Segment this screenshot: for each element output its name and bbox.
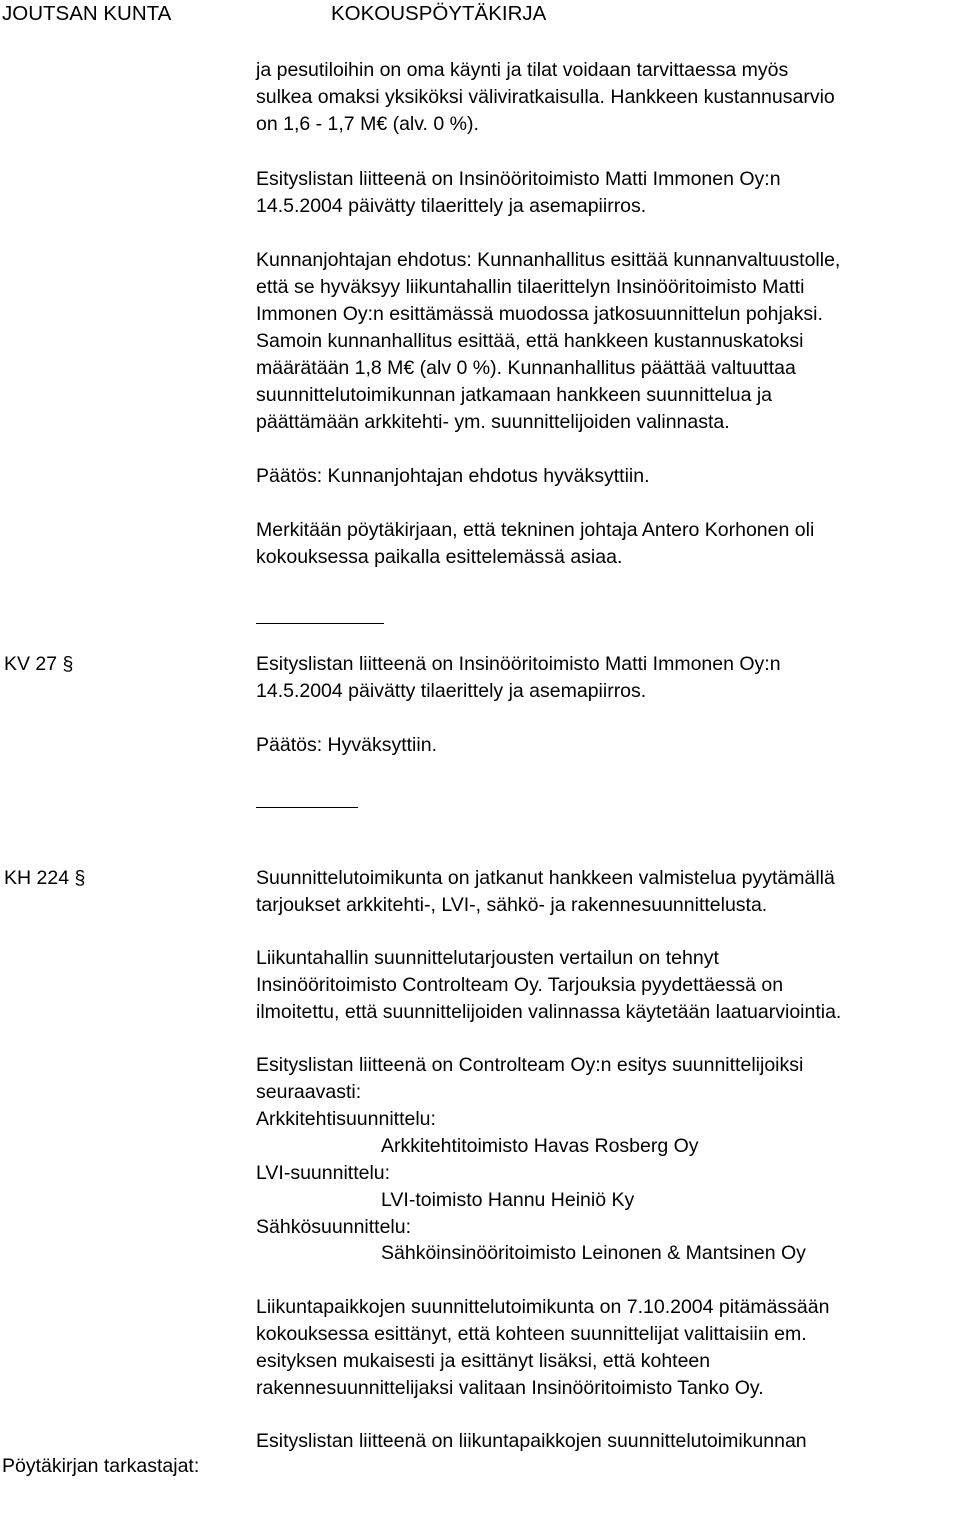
text-line: seuraavasti:: [256, 1081, 362, 1103]
text-line: ja pesutiloihin on oma käynti ja tilat voidaan tarvittaessa myös: [256, 59, 789, 81]
designer-firm: LVI-toimisto Hannu Heiniö Ky: [381, 1189, 635, 1211]
section-label-kh224: KH 224 §: [4, 867, 86, 889]
paragraph-tenders: [256, 865, 956, 919]
municipality-name: JOUTSAN KUNTA: [2, 2, 172, 25]
text-line: Esityslistan liitteenä on Insinööritoimisto Matti Immonen Oy:n: [256, 168, 781, 190]
inspectors-label: Pöytäkirjan tarkastajat:: [2, 1455, 200, 1477]
text-line: Samoin kunnanhallitus esittää, että hankkeen kustannuskatoksi: [256, 330, 804, 352]
paragraph-attachment-committee: Esityslistan liitteenä on liikuntapaikkojen suunnittelutoimikunnan: [256, 1430, 807, 1452]
text-line: Liikuntapaikkojen suunnittelutoimikunta on 7.10.2004 pitämässään: [256, 1296, 830, 1318]
text-line: määrätään 1,8 M€ (alv 0 %). Kunnanhallitus päättää valtuuttaa: [256, 357, 796, 379]
document-type: KOKOUSPÖYTÄKIRJA: [331, 2, 547, 25]
paragraph-committee-proposal: [256, 1294, 956, 1402]
text-line: Immonen Oy:n esittämässä muodossa jatkosuunnittelun pohjaksi.: [256, 303, 823, 325]
text-line: kokouksessa esittänyt, että kohteen suunnittelijat valittaisiin em.: [256, 1323, 807, 1345]
text-line: 14.5.2004 päivätty tilaerittely ja asemapiirros.: [256, 680, 647, 702]
text-line: Esityslistan liitteenä on Controlteam Oy:n esitys suunnittelijoiksi: [256, 1054, 804, 1076]
designer-firm: Sähköinsinööritoimisto Leinonen & Mantsinen Oy: [381, 1242, 806, 1264]
text-line: rakennesuunnittelijaksi valitaan Insinööritoimisto Tanko Oy.: [256, 1377, 764, 1399]
text-line: 14.5.2004 päivätty tilaerittely ja asemapiirros.: [256, 195, 647, 217]
paragraph-designer-proposal: [256, 1052, 956, 1106]
paragraph-proposal: [256, 247, 956, 436]
text-line: on 1,6 - 1,7 M€ (alv. 0 %).: [256, 113, 479, 135]
paragraph-note: [256, 517, 956, 571]
section-label-kv27: KV 27 §: [4, 653, 74, 675]
text-line: että se hyväksyy liikuntahallin tilaerittelyn Insinööritoimisto Matti: [256, 276, 805, 298]
text-line: ilmoitettu, että suunnittelijoiden valinnassa käytetään laatuarviointia.: [256, 1001, 842, 1023]
text-line: Kunnanjohtajan ehdotus: Kunnanhallitus esittää kunnanvaltuustolle,: [256, 249, 841, 271]
text-line: esityksen mukaisesti ja esittänyt lisäksi, että kohteen: [256, 1350, 711, 1372]
designer-role: Sähkösuunnittelu:: [256, 1216, 412, 1238]
designer-role: LVI-suunnittelu:: [256, 1162, 391, 1184]
designer-firm: Arkkitehtitoimisto Havas Rosberg Oy: [381, 1135, 699, 1157]
text-line: Liikuntahallin suunnittelutarjousten vertailun on tehnyt: [256, 947, 719, 969]
text-line: kokouksessa paikalla esittelemässä asiaa.: [256, 546, 623, 568]
text-line: Suunnittelutoimikunta on jatkanut hankkeen valmistelua pyytämällä: [256, 867, 835, 889]
decision-text: Päätös: Kunnanjohtajan ehdotus hyväksyttiin.: [256, 465, 650, 487]
section-divider: [256, 623, 384, 624]
text-line: päättämään arkkitehti- ym. suunnittelijoiden valinnasta.: [256, 411, 730, 433]
text-line: suunnittelutoimikunnan jatkamaan hankkeen suunnittelua ja: [256, 384, 773, 406]
decision-text: Päätös: Hyväksyttiin.: [256, 734, 437, 756]
text-line: sulkea omaksi yksiköksi väliviratkaisulla. Hankkeen kustannusarvio: [256, 86, 835, 108]
text-line: tarjoukset arkkitehti-, LVI-, sähkö- ja rakennesuunnittelusta.: [256, 894, 768, 916]
section-divider: [256, 807, 358, 808]
paragraph-cost-estimate: [256, 57, 956, 138]
text-line: Merkitään pöytäkirjaan, että tekninen johtaja Antero Korhonen oli: [256, 519, 815, 541]
text-line: Insinööritoimisto Controlteam Oy. Tarjouksia pyydettäessä on: [256, 974, 784, 996]
paragraph-comparison: [256, 945, 956, 1026]
text-line: Esityslistan liitteenä on Insinööritoimisto Matti Immonen Oy:n: [256, 653, 781, 675]
paragraph-kv27-attachment: [256, 651, 956, 705]
paragraph-attachment: [256, 166, 956, 220]
designer-role: Arkkitehtisuunnittelu:: [256, 1108, 436, 1130]
